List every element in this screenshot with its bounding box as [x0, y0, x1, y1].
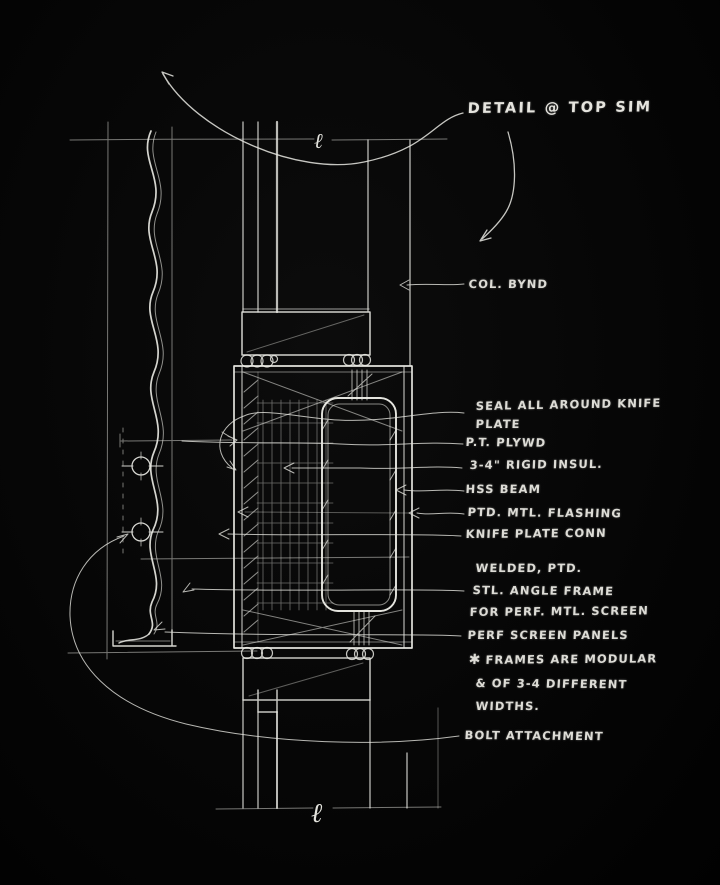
hss-beam-profile: [322, 398, 396, 611]
note-line1: [468, 650, 657, 668]
note-line1-text: FRAMES ARE MODULAR: [485, 651, 658, 667]
callout-seal-line1: SEAL ALL AROUND KNIFE: [475, 395, 662, 414]
detail-title: DETAIL @ TOP SIM: [467, 99, 653, 118]
callout-stl-angle-frame: STL. ANGLE FRAME: [472, 583, 615, 599]
leader-stl-angle: [183, 583, 464, 592]
break-symbol-top: ℓ: [314, 129, 323, 153]
detail-reference-arrow: [162, 72, 515, 241]
callout-pt-plywd: P.T. PLYWD: [465, 435, 547, 450]
leader-rigid-insul: [284, 463, 462, 473]
callout-knife-plate-conn: KNIFE PLATE CONN: [465, 525, 608, 542]
callout-col-bynd: COL. BYND: [468, 277, 549, 291]
break-symbol-bottom: ℓ: [311, 798, 323, 829]
note-line2: & OF 3-4 DIFFERENT: [475, 676, 628, 692]
leader-lines: [70, 280, 464, 742]
callout-rigid-insul: 3-4" RIGID INSUL.: [469, 456, 604, 473]
leader-knife-plate: [219, 529, 461, 539]
perf-screen-wave: [113, 131, 176, 646]
knife-plate-hatch: [348, 370, 375, 645]
column-lines-bottom: [243, 700, 438, 808]
callout-for-perf-screen: FOR PERF. MTL. SCREEN: [469, 603, 650, 620]
callout-ptd-mtl-flashing: PTD. MTL. FLASHING: [467, 505, 623, 521]
column-lines-top: [243, 122, 410, 365]
callout-seal-line2: PLATE: [475, 417, 521, 431]
bottom-band: [243, 658, 370, 712]
asterisk-marker: ✱: [468, 651, 482, 669]
callout-bolt-attachment: BOLT ATTACHMENT: [464, 728, 605, 744]
note-line3: WIDTHS.: [475, 699, 541, 713]
callout-welded-ptd: WELDED, PTD.: [475, 561, 583, 575]
top-band: [242, 309, 370, 355]
leader-hss-beam: [396, 485, 464, 495]
callout-hss-beam: HSS BEAM: [465, 482, 542, 496]
callout-perf-screen-panels: PERF SCREEN PANELS: [467, 628, 630, 642]
leader-bolt-attachment: [70, 534, 459, 742]
